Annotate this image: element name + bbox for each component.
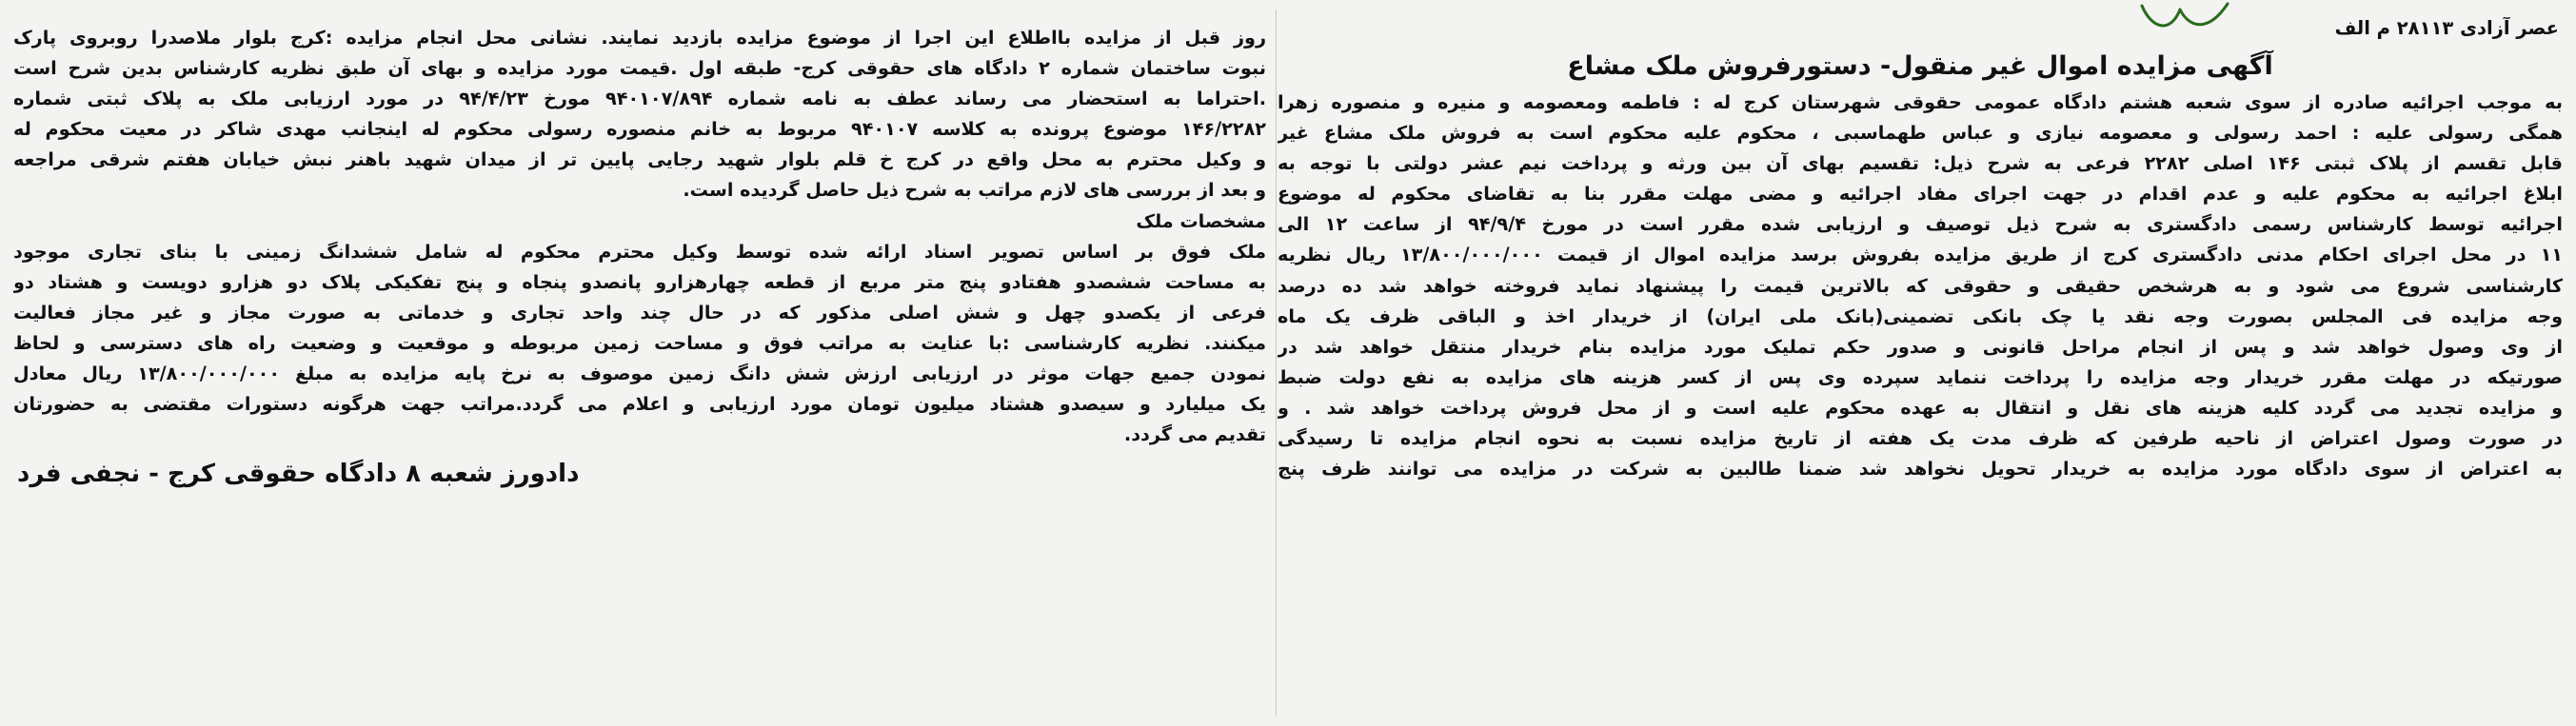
text-line: در صورت وصول اعتراض از ناحیه طرفین که ظرف مدت یک هفته از تاریخ مزایده نسبت به نحوه انجام مزایده تا رسیدگی [1278,427,2563,450]
right-column [1278,17,2563,726]
text-line: کارشناسی شروع می شود و به هرشخص حقیقی و حقوقی که بالاترین قیمت را پیشنهاد نماید فروخته خواهد شد ده درصد [1278,274,2563,297]
text-line: نبوت ساختمان شماره ۲ دادگاه های حقوقی کرج- طبقه اول .قیمت مورد مزایده و بهای آن طبق نظریه کارشناس بدین شرح است [13,57,1266,80]
text-line: یک میلیارد و سیصدو هشتاد میلیون تومان مورد ارزیابی و اعلام می گردد.مراتب جهت هرگونه دستورات مقتضی به حضورتان [13,393,1266,416]
text-line: و وکیل محترم به محل واقع در کرج خ قلم بلوار شهید رجایی پایین تر از میدان شهید باهنر نبش خیابان هفتم شرقی مراجعه [13,148,1266,171]
left-column [13,23,1266,726]
section-heading: مشخصات ملک [1136,209,1266,232]
text-line: فرعی از یکصدو چهل و شش اصلی مذکور که در حال چند واحد تجاری و خدماتی به صورت مجاز و غیر مجاز فعالیت [13,301,1266,324]
text-line: قابل تقسم از پلاک ثبتی ۱۴۶ اصلی ۲۲۸۲ فرعی به شرح ذیل: تقسیم بهای آن بین ورثه و پرداخت نیم عشر دولتی با توجه به [1278,152,2563,175]
header-row [1278,17,2563,46]
text-line: نمودن جمیع جهات موثر در ارزیابی ارزش شش دانگ زمین موصوف به نرخ پایه مزایده به مبلغ ۱۳/۸۰۰/۰۰۰/۰۰۰ ریال معادل [13,363,1266,385]
text-line: صورتیکه در مهلت مقرر خریدار وجه مزایده را پرداخت ننماید سپرده وی پس از کسر هزینه های مزایده به نفع دولت ضبط [1278,365,2563,388]
text-line: روز قبل از مزایده بااطلاع این اجرا از موضوع مزایده بازدید نمایند. نشانی محل انجام مزایده :کرج بلوار ملاصدرا روبروی پارک [13,27,1266,49]
text-line: .احتراما به استحضار می رساند عطف به نامه شماره ۹۴۰۱۰۷/۸۹۴ مورخ ۹۴/۴/۲۳ در مورد ارزیابی ملک به پلاک ثبتی شماره [13,88,1266,110]
text-line: و مزایده تجدید می گردد کلیه هزینه های نقل و انتقال به عهده محکوم علیه است و از محل فروش پرداخت خواهد شد . و [1278,396,2563,419]
text-line: میکنند. نظریه کارشناسی :با عنایت به مراتب فوق و مساحت زمین مربوطه و موقعیت و وضعیت راه های دسترسی و لحاظ [13,331,1266,354]
text-line: وجه مزایده فی المجلس بصورت وجه نقد یا چک بانکی تضمینی(بانک ملی ایران) از خریدار اخذ و الباقی ظرف یک ماه [1278,304,2563,327]
notice-title: آگهی مزایده اموال غیر منقول- دستورفروش ملک مشاع [1567,51,2273,81]
right-column-body [1278,88,2563,484]
text-line: تقدیم می گردد. [1123,423,1266,446]
text-line: ابلاغ اجرائیه به محکوم علیه و عدم اقدام در جهت اجرای مفاد اجرائیه و مضی مهلت مقرر بنا به تقاضای محکوم له موضوع [1278,183,2563,206]
text-line: ۱۱ در محل اجرای احکام مدنی دادگستری کرج از طریق مزایده بفروش برسد مزایده اموال از قیمت ۱۳/۸۰۰/۰۰۰/۰۰۰ ریال نظریه [1278,244,2563,266]
text-line: به اعتراض از سوی دادگاه مورد مزایده به خریدار تحویل نخواهد شد ضمنا طالبین به شرکت در مزایده می توانند ظرف پنج [1278,458,2563,481]
column-divider [1276,10,1277,716]
text-line: و بعد از بررسی های لازم مراتب به شرح ذیل حاصل گردیده است. [683,179,1266,202]
text-line: به مساحت ششصدو هفتادو پنج متر مربع از قطعه چهارهزارو پانصدو پنجاه و پنج تفکیکی پلاک دو هزارو دویست و هشتاد دو [13,270,1266,293]
left-column-body [13,23,1266,450]
signature [13,460,1266,488]
text-line: همگی رسولی علیه : احمد رسولی و معصومه نیازی و عباس طهماسبی ، محکوم علیه محکوم است به فروش ملک مشاع غیر [1278,122,2563,145]
signature-text: دادورز شعبه ۸ دادگاه حقوقی کرج - نجفی فرد [17,460,580,489]
text-line: اجرائیه توسط کارشناس رسمی دادگستری به شرح ذیل توصیف و ارزیابی شده مقرر است در مورخ ۹۴/۹/۴ از ساعت ۱۲ الی [1278,213,2563,236]
text-line: از وی وصول خواهد شد و پس از انجام مراحل قانونی و صدور حکم تملیک مورد مزایده بنام خریدار منتقل خواهد شد در [1278,335,2563,358]
issue-number: عصر آزادی ۲۸۱۱۳ م الف [2334,17,2559,39]
text-line: به موجب اجرائیه صادره از سوی شعبه هشتم دادگاه عمومی حقوقی شهرستان کرج له : فاطمه ومعصومه و منیره و منصوره زهرا [1278,91,2563,113]
text-line: ملک فوق بر اساس تصویر اسناد ارائه شده توسط وکیل محترم محکوم له شامل ششدانگ زمینی با بنای تجاری موجود [13,240,1266,263]
text-line: ۱۴۶/۲۲۸۲ موضوع پرونده به کلاسه ۹۴۰۱۰۷ مربوط به خانم منصوره رسولی محکوم له اینجانب مهدی شاکر در معیت محکوم له [13,118,1266,141]
